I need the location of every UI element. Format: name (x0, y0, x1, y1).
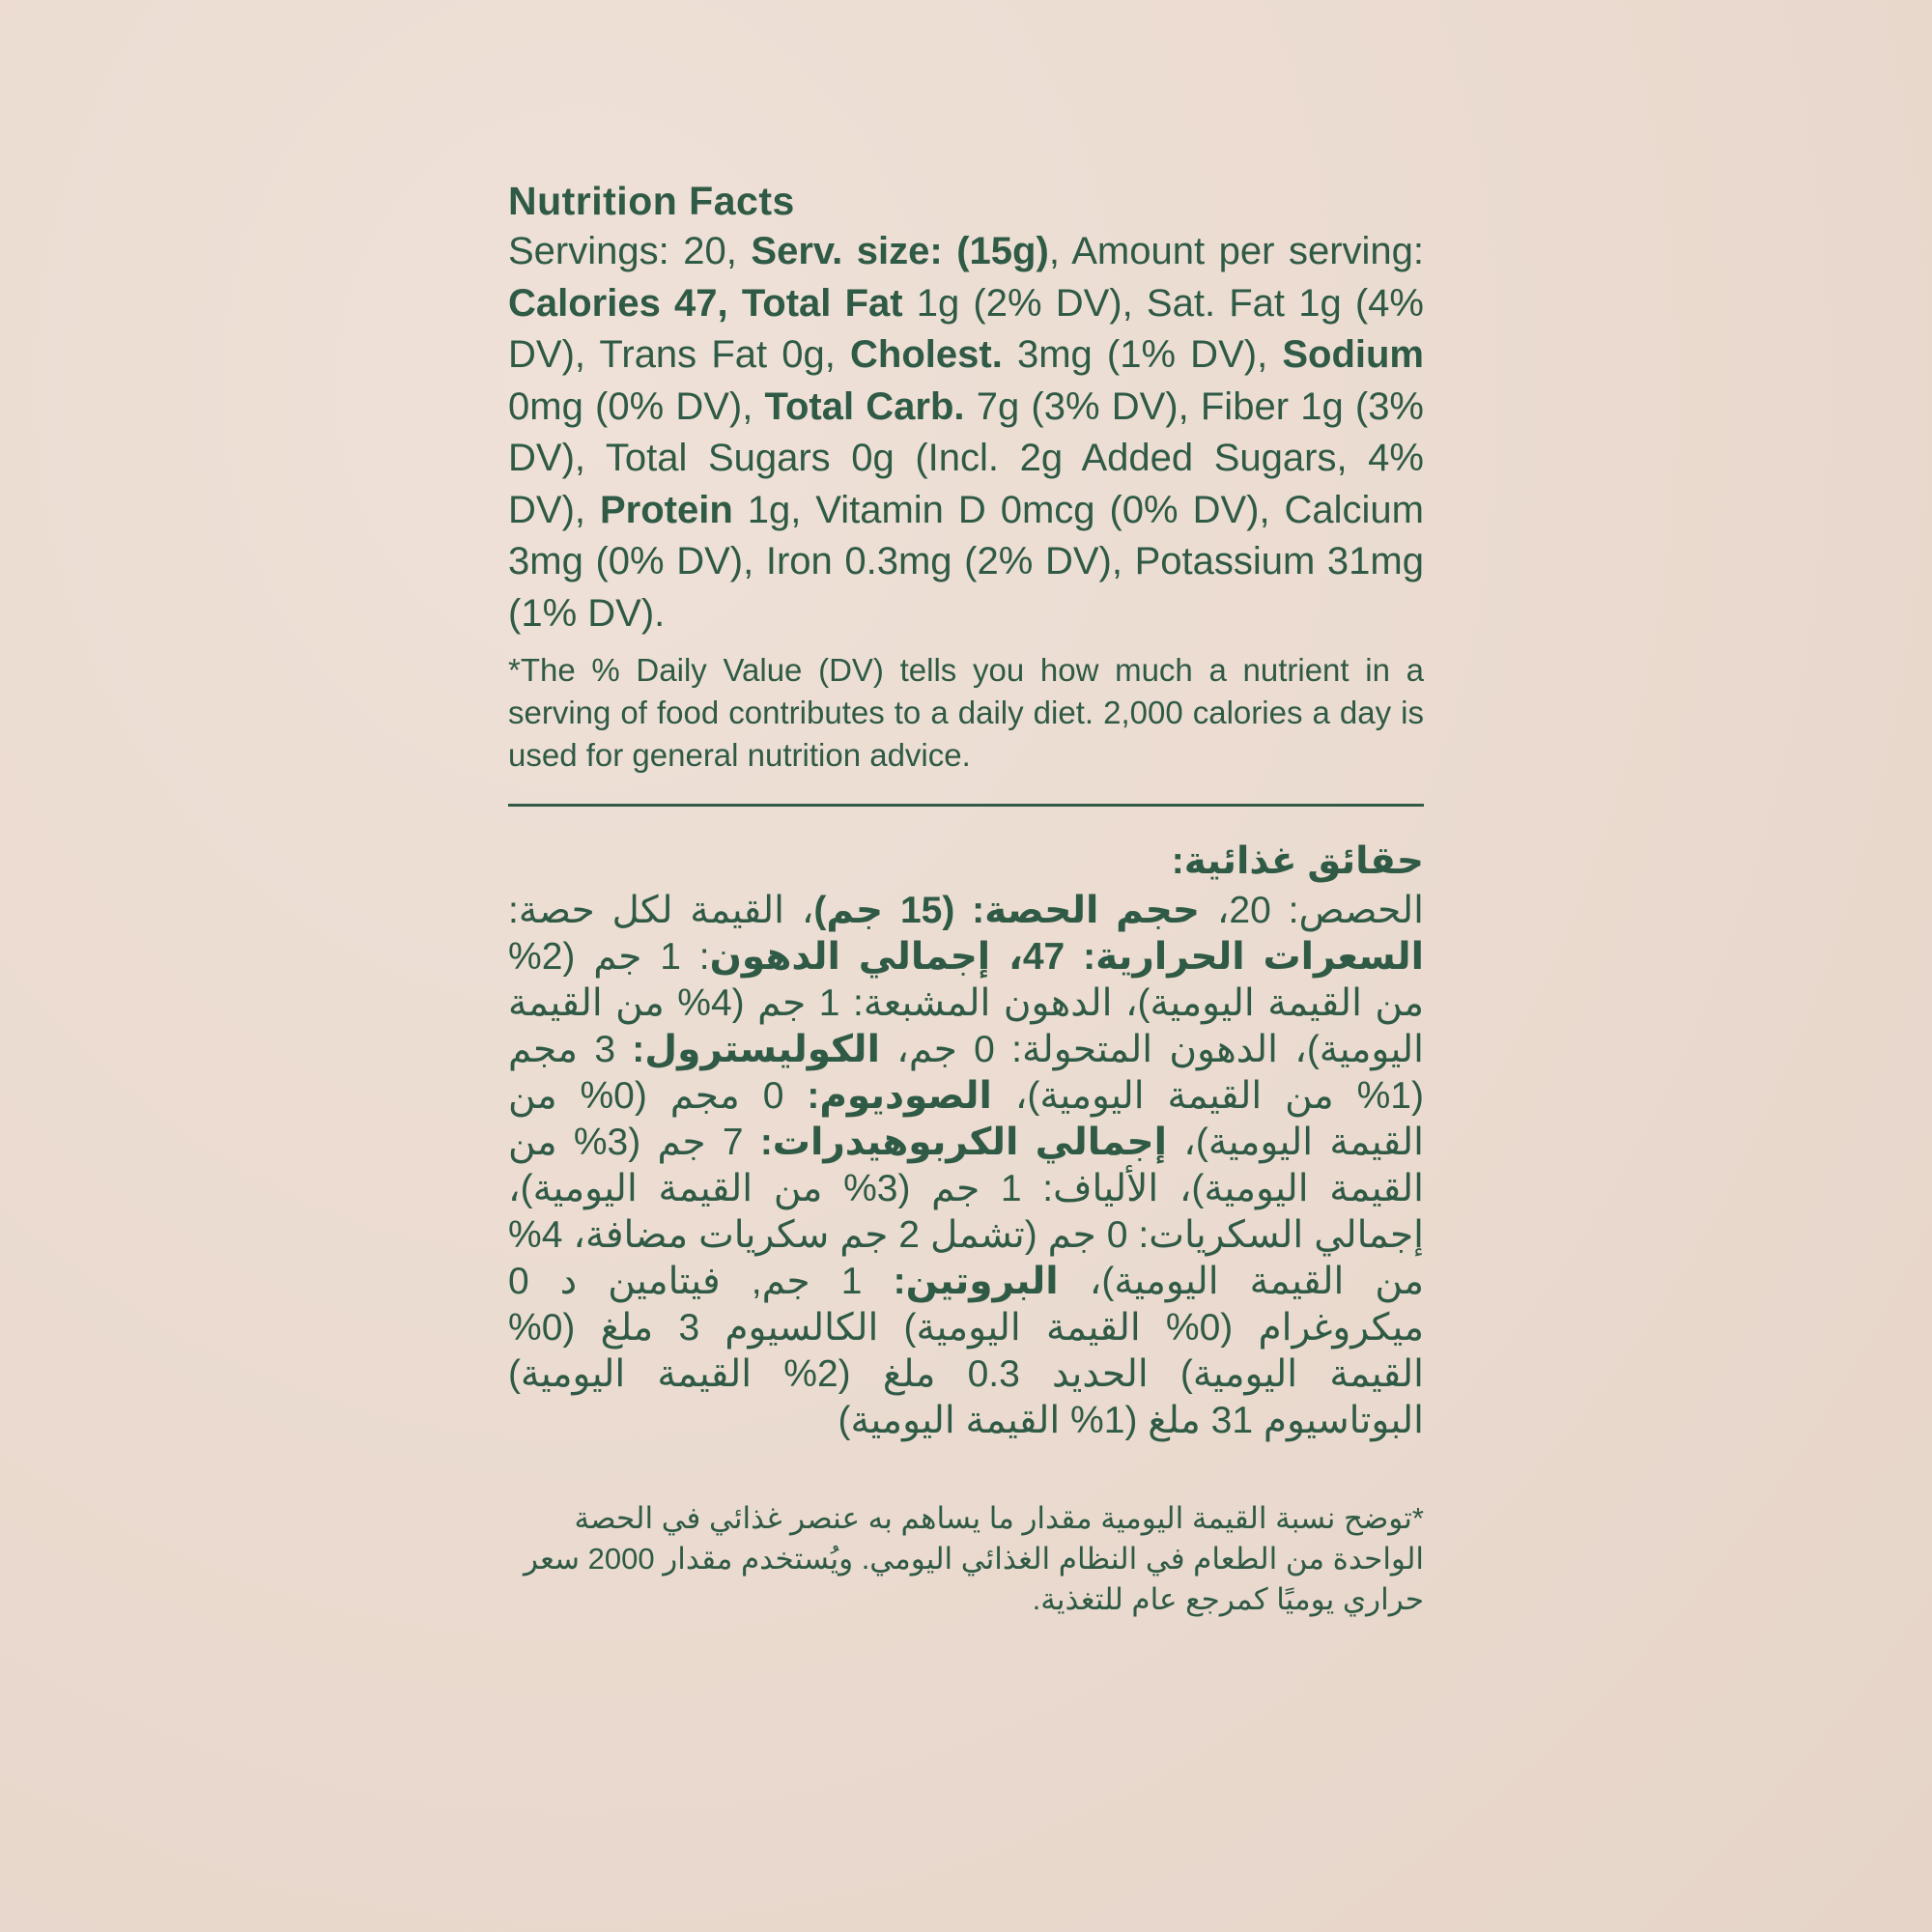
ar-carb-value: 7 جم (3% من القيمة اليومية)، الألياف: 1 جم (3% من القيمة اليومية)، إجمالي السكريات: 0 جم (تشمل 2 جم سكريات مضافة، 4% من القيمة اليومية)، (508, 1122, 1424, 1302)
en-sodium-label: Sodium (1282, 333, 1424, 376)
en-servings: Servings: 20, (508, 230, 752, 272)
ar-amount-per-serving: ، القيمة لكل حصة: (508, 890, 814, 931)
en-carb-value: 7g (3% DV), Fiber 1g (3% DV), Total Sugars 0g (Incl. 2g Added Sugars, 4% DV), (508, 384, 1424, 531)
ar-calories: السعرات الحرارية: 47، (990, 936, 1425, 978)
en-sodium-value: 0mg (0% DV), (508, 384, 765, 428)
en-protein-value: 1g, Vitamin D 0mcg (0% DV), Calcium 3mg (0% DV), Iron 0.3mg (2% DV), Potassium 31mg (1% DV). (508, 488, 1424, 635)
ar-servings: الحصص: 20، (1199, 890, 1424, 931)
ar-cholesterol-label: الكوليسترول: (632, 1029, 880, 1070)
en-serving-size: Serv. size: (15g) (751, 230, 1049, 272)
en-total-fat-value: 1g (2% DV), Sat. Fat 1g (4% DV), Trans Fat 0g, (508, 281, 1424, 376)
section-divider (508, 804, 1424, 807)
nutrition-label-panel (508, 176, 1424, 1620)
ar-cholesterol-value: 3 مجم (1% من القيمة اليومية)، (508, 1029, 1424, 1117)
english-dv-footnote: *The % Daily Value (DV) tells you how much a nutrient in a serving of food contributes to a daily diet. 2,000 calories a day is used for general nutrition advice. (508, 652, 1424, 773)
en-amount-per-serving: , Amount per serving: (1048, 230, 1424, 272)
en-cholesterol-label: Cholest. (850, 333, 1003, 376)
ar-serving-size: حجم الحصة: (15 جم) (813, 890, 1200, 931)
ar-sodium-label: الصوديوم: (807, 1075, 992, 1117)
en-carb-label: Total Carb. (764, 384, 965, 428)
ar-sodium-value: 0 مجم (0% من القيمة اليومية)، (508, 1075, 1424, 1163)
ar-protein-label: البروتين: (893, 1261, 1059, 1302)
en-calories: Calories 47, (508, 281, 742, 325)
en-protein-label: Protein (599, 488, 733, 531)
arabic-nutrition-body (508, 888, 1424, 1444)
ar-carb-label: إجمالي الكربوهيدرات: (759, 1122, 1167, 1163)
english-nutrition-body (508, 226, 1424, 639)
english-title: Nutrition Facts (508, 179, 795, 223)
en-cholesterol-value: 3mg (1% DV), (1002, 333, 1283, 376)
arabic-dv-footnote: *توضح نسبة القيمة اليومية مقدار ما يساهم به عنصر غذائي في الحصة الواحدة من الطعام في النظام الغذائي اليومي. ويُستخدم مقدار 2000 سعر حراري يوميًا كمرجع عام للتغذية. (524, 1501, 1424, 1616)
en-total-fat-label: Total Fat (741, 281, 903, 325)
ar-total-fat-label: إجمالي الدهون (709, 936, 991, 978)
ar-total-fat-value: : 1 جم (2% من القيمة اليومية)، الدهون المشبعة: 1 جم (4% من القيمة اليومية)، الدهون المتحولة: 0 جم، (508, 936, 1425, 1070)
arabic-title: حقائق غذائية: (1171, 840, 1424, 882)
ar-protein-value: 1 جم, فيتامين د 0 ميكروغرام (0% القيمة اليومية) الكالسيوم 3 ملغ (0% القيمة اليومية) الحديد 0.3 ملغ (2% القيمة اليومية) البوتاسيوم 31 ملغ (1% القيمة اليومية) (508, 1261, 1424, 1441)
